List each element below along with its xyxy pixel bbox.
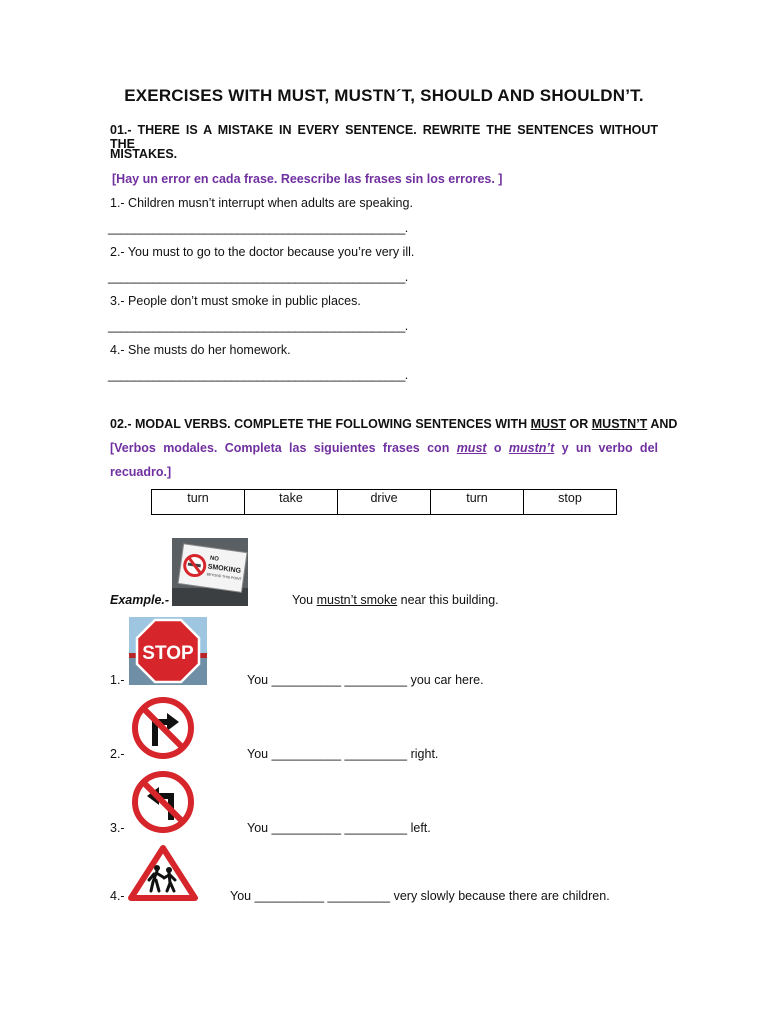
children-crossing-icon	[127, 844, 199, 902]
sentence-2: 2.- You must to go to the doctor because you’re very ill.	[110, 245, 415, 259]
no-left-turn-icon	[129, 770, 197, 834]
word-box-cell: drive	[338, 490, 431, 515]
no-smoking-sign-text-3: BEYOND THIS POINT	[206, 572, 242, 582]
item-3-sentence[interactable]: You __________ _________ left.	[247, 821, 431, 835]
word-box-cell: turn	[431, 490, 524, 515]
spanish-text-a: [Verbos modales. Completa las siguientes frases con	[110, 441, 457, 455]
spanish-mustnt: mustn’t	[508, 441, 555, 455]
exercise-2-spanish-cont: recuadro.]	[110, 465, 172, 479]
item-1-sentence[interactable]: You __________ _________ you car here.	[247, 673, 484, 687]
heading-must: MUST	[530, 417, 567, 431]
heading-mustnt: MUSTN’T	[591, 417, 648, 431]
stop-sign-icon	[129, 617, 207, 685]
item-4-sentence[interactable]: You __________ _________ very slowly because there are children.	[230, 889, 610, 903]
answer-line-2[interactable]: ______________________________________________.	[108, 270, 408, 284]
no-smoking-sign-icon	[172, 538, 248, 606]
sentence-1: 1.- Children musn’t interrupt when adults are speaking.	[110, 196, 413, 210]
no-left-turn-sign-image	[129, 770, 197, 834]
page-title: EXERCISES WITH MUST, MUSTN´T, SHOULD AND SHOULDN’T.	[124, 86, 644, 105]
word-box-cell: turn	[152, 490, 245, 515]
stop-sign-image	[129, 617, 207, 685]
sentence-4: 4.- She musts do her homework.	[110, 343, 291, 357]
example-label: Example.-	[110, 593, 170, 607]
exercise-1-spanish: [Hay un error en cada frase. Reescribe las frases sin los errores. ]	[112, 172, 503, 186]
spanish-text-b: y un verbo del	[554, 441, 658, 455]
heading-and: AND	[647, 417, 678, 431]
item-3-number: 3.-	[110, 821, 125, 835]
example-you: You	[292, 593, 317, 607]
exercise-2-spanish	[110, 441, 658, 455]
no-smoking-sign-image	[172, 538, 248, 606]
exercise-2-heading-text: 02.- MODAL VERBS. COMPLETE THE FOLLOWING SENTENCES WITH	[110, 417, 531, 431]
item-1-number: 1.-	[110, 673, 125, 687]
answer-line-4[interactable]: ______________________________________________.	[108, 368, 408, 382]
item-2-number: 2.-	[110, 747, 125, 761]
exercise-1-heading-cont: MISTAKES.	[110, 147, 178, 161]
item-4-number: 4.-	[110, 889, 125, 903]
exercise-1-heading: 01.- THERE IS A MISTAKE IN EVERY SENTENCE. REWRITE THE SENTENCES WITHOUT THE	[110, 123, 658, 151]
word-box-cell: take	[245, 490, 338, 515]
example-answer: mustn’t smoke	[316, 593, 398, 607]
exercise-2-heading	[110, 417, 677, 431]
example-sentence	[292, 593, 499, 607]
answer-line-1[interactable]: ______________________________________________.	[108, 221, 408, 235]
word-box	[151, 489, 617, 515]
sentence-3: 3.- People don’t must smoke in public places.	[110, 294, 361, 308]
spanish-must: must	[456, 441, 487, 455]
answer-line-3[interactable]: ______________________________________________.	[108, 319, 408, 333]
word-box-cell: stop	[524, 490, 617, 515]
example-rest: near this building.	[397, 593, 499, 607]
no-right-turn-sign-image	[129, 696, 197, 760]
heading-or: OR	[566, 417, 592, 431]
stop-sign-text: STOP	[142, 643, 194, 664]
no-smoking-sign-text-1: NO	[209, 555, 220, 563]
children-crossing-sign-image	[127, 844, 199, 902]
no-right-turn-icon	[129, 696, 197, 760]
item-2-sentence[interactable]: You __________ _________ right.	[247, 747, 439, 761]
spanish-o: o	[486, 441, 509, 455]
no-smoking-sign-text-2: SMOKING	[207, 563, 242, 575]
